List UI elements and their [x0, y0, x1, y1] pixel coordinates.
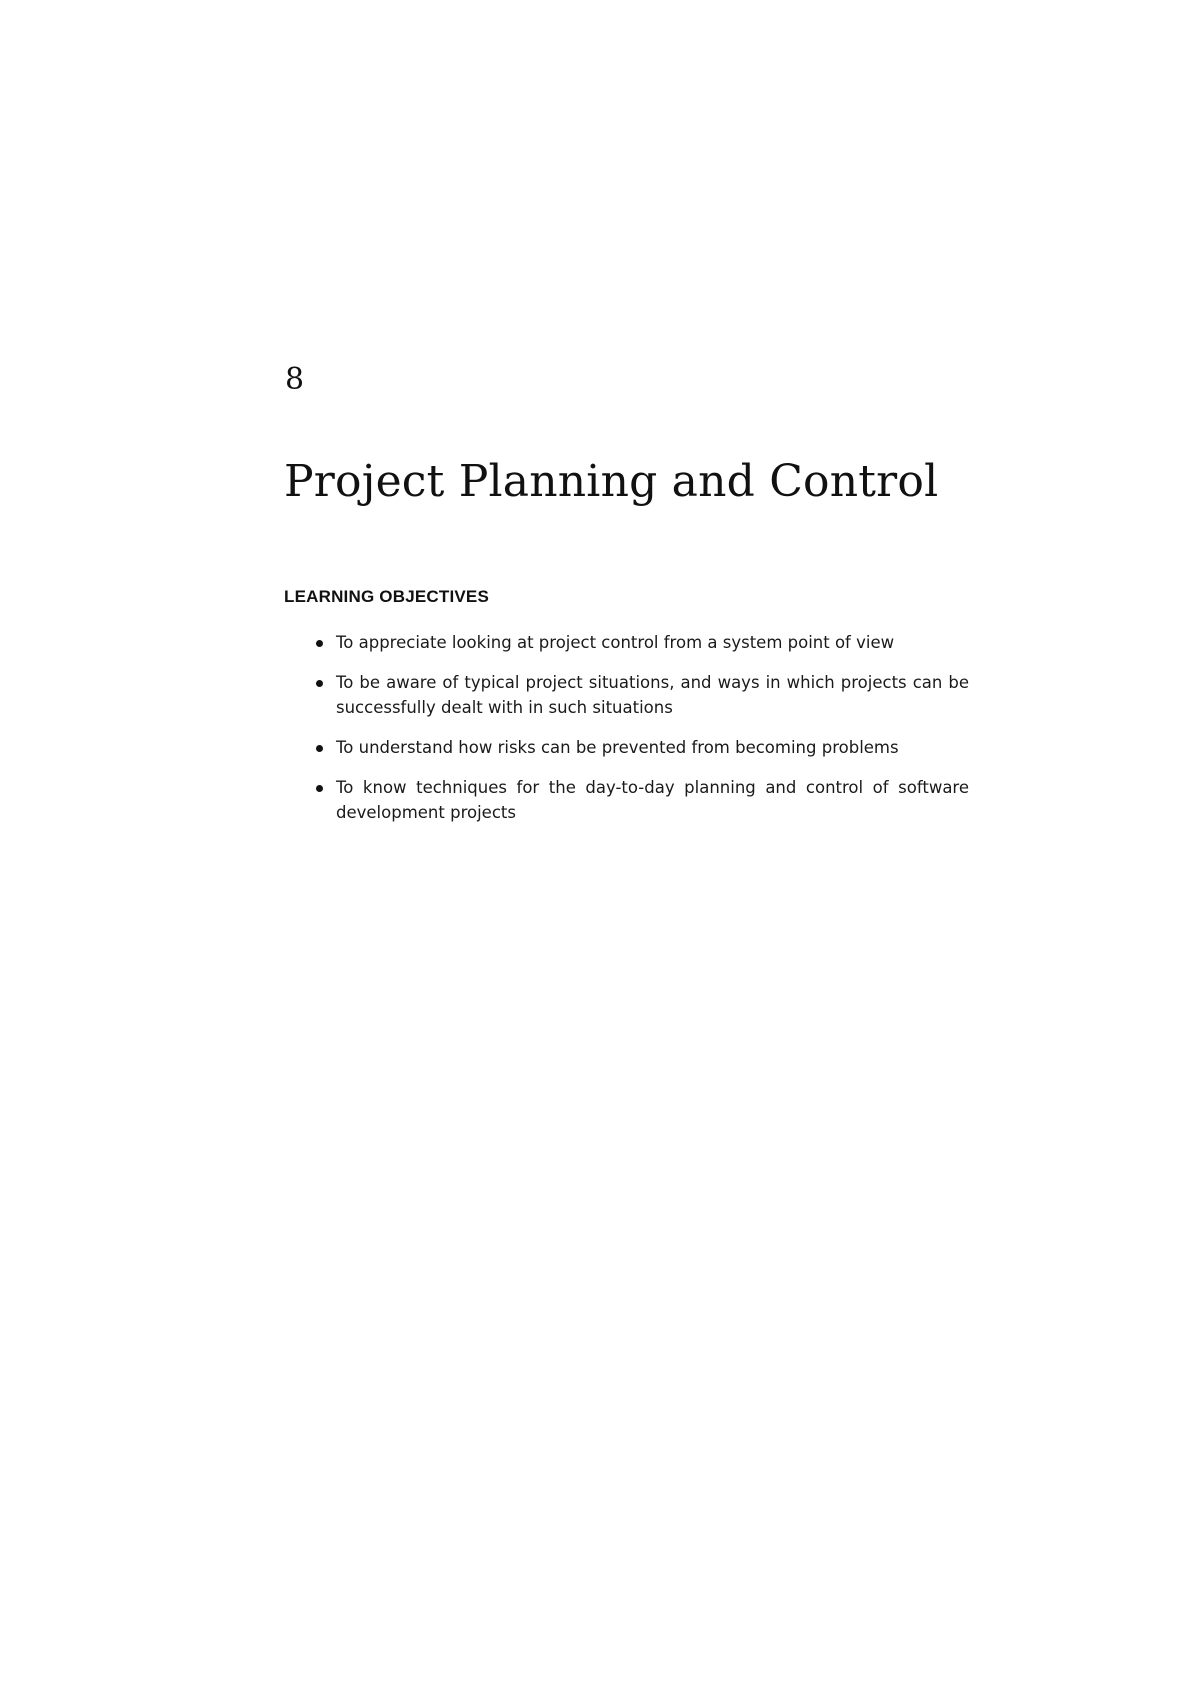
list-item: [284, 670, 969, 720]
bullet-icon: [316, 640, 323, 647]
objective-text: To know techniques for the day-to-day planning and control of software development projects: [336, 778, 969, 822]
objective-text: To be aware of typical project situations, and ways in which projects can be successfully dealt with in such situations: [336, 673, 969, 717]
learning-objectives-heading: LEARNING OBJECTIVES: [284, 587, 489, 606]
learning-objectives-list: [284, 630, 969, 840]
list-item: [284, 735, 969, 760]
chapter-title: Project Planning and Control: [284, 456, 939, 507]
bullet-icon: [316, 680, 323, 687]
bullet-icon: [316, 745, 323, 752]
objective-text: To appreciate looking at project control from a system point of view: [336, 633, 895, 652]
bullet-icon: [316, 785, 323, 792]
list-item: [284, 775, 969, 825]
chapter-number: 8: [285, 362, 305, 397]
list-item: [284, 630, 969, 655]
objective-text: To understand how risks can be prevented from becoming problems: [336, 738, 899, 757]
